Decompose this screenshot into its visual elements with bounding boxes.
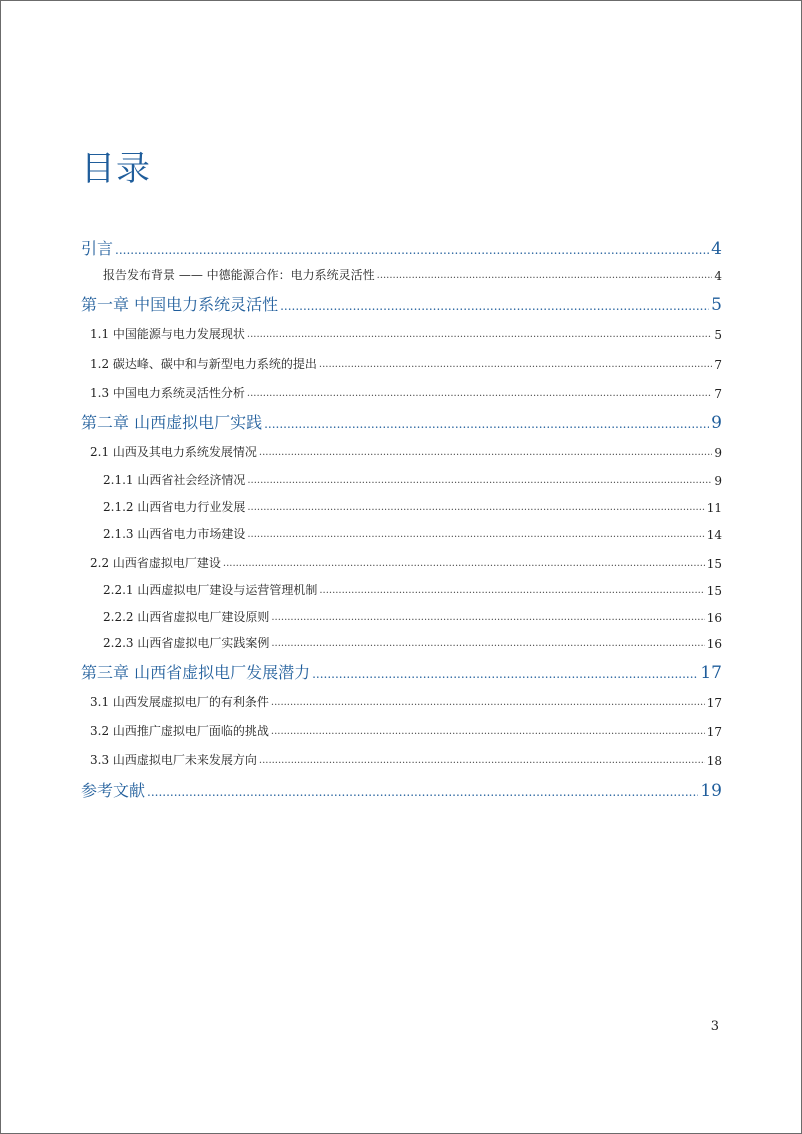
toc-entry-2-2[interactable] [90, 554, 722, 571]
toc-leader-dots [271, 698, 705, 710]
toc-entry-3-1[interactable] [90, 693, 722, 710]
toc-entry-label: 3.1 山西发展虚拟电厂的有利条件 [90, 695, 269, 709]
toc-entry-2-1-1[interactable] [103, 471, 722, 488]
toc-entry-page: 19 [700, 781, 722, 801]
toc-entry-page: 17 [706, 725, 722, 739]
toc-entry-label: 1.1 中国能源与电力发展现状 [90, 327, 245, 341]
toc-entry-page: 4 [714, 269, 722, 283]
toc-entry-1-3[interactable] [90, 384, 722, 401]
toc-entry-label: 1.2 碳达峰、碳中和与新型电力系统的提出 [90, 357, 317, 371]
toc-entry-intro[interactable] [81, 236, 722, 259]
toc-entry-label: 参考文献 [81, 781, 146, 800]
toc-entry-page: 17 [706, 696, 722, 710]
toc-entry-page: 16 [706, 611, 722, 625]
toc-entry-page: 11 [706, 501, 722, 515]
toc-entry-2-1[interactable] [90, 443, 722, 460]
toc-leader-dots [247, 330, 712, 342]
toc-entry-label: 2.1 山西及其电力系统发展情况 [90, 445, 257, 459]
toc-entry-background[interactable] [103, 266, 722, 283]
toc-entry-label: 2.2 山西省虚拟电厂建设 [90, 556, 221, 570]
toc-entry-page: 5 [714, 328, 722, 342]
toc-leader-dots [264, 418, 709, 433]
toc-leader-dots [247, 476, 712, 488]
toc-leader-dots [271, 613, 704, 625]
toc-entry-page: 9 [711, 413, 722, 433]
toc-leader-dots [280, 300, 709, 315]
toc-entry-2-1-2[interactable] [103, 498, 722, 515]
toc-leader-dots [271, 639, 704, 651]
toc-entry-page: 9 [714, 446, 722, 460]
toc-entry-chapter-1[interactable] [81, 292, 722, 315]
toc-entry-page: 15 [706, 584, 722, 598]
toc-entry-page: 15 [706, 557, 722, 571]
toc-entry-chapter-3[interactable] [81, 660, 722, 683]
page-number: 3 [710, 1019, 719, 1034]
toc-entry-page: 18 [706, 754, 722, 768]
toc-entry-label: 2.2.2 山西省虚拟电厂建设原则 [103, 610, 270, 624]
toc-entry-2-2-3[interactable] [103, 634, 722, 651]
toc-entry-label: 3.2 山西推广虚拟电厂面临的挑战 [90, 724, 269, 738]
toc-entry-page: 7 [714, 358, 722, 372]
toc-entry-1-1[interactable] [90, 325, 722, 342]
toc-leader-dots [259, 448, 712, 460]
toc-leader-dots [147, 786, 698, 801]
toc-entry-page: 4 [711, 239, 722, 259]
toc-entry-page: 17 [700, 663, 722, 683]
toc-entry-references[interactable] [81, 778, 722, 801]
toc-entry-3-3[interactable] [90, 751, 722, 768]
toc-leader-dots [247, 503, 704, 515]
toc-entry-page: 9 [714, 474, 722, 488]
toc-entry-page: 16 [706, 637, 722, 651]
toc-entry-label: 2.1.3 山西省电力市场建设 [103, 527, 246, 541]
toc-entry-2-1-3[interactable] [103, 525, 722, 542]
toc-leader-dots [115, 244, 709, 259]
toc-leader-dots [319, 586, 704, 598]
toc-leader-dots [271, 727, 705, 739]
toc-entry-label: 引言 [81, 239, 114, 258]
toc-leader-dots [223, 559, 705, 571]
toc-entry-page: 7 [714, 387, 722, 401]
toc-entry-label: 第二章 山西虚拟电厂实践 [81, 413, 263, 432]
toc-entry-label: 2.1.2 山西省电力行业发展 [103, 500, 246, 514]
toc-entry-label: 2.2.3 山西省虚拟电厂实践案例 [103, 636, 270, 650]
toc-entry-2-2-2[interactable] [103, 608, 722, 625]
toc-entry-2-2-1[interactable] [103, 581, 722, 598]
toc-entry-label: 1.3 中国电力系统灵活性分析 [90, 386, 245, 400]
toc-entry-page: 14 [706, 528, 722, 542]
toc-leader-dots [247, 530, 704, 542]
toc-entry-label: 第三章 山西省虚拟电厂发展潜力 [81, 663, 311, 682]
toc-leader-dots [312, 668, 698, 683]
toc-entry-label: 2.2.1 山西虚拟电厂建设与运营管理机制 [103, 583, 318, 597]
toc-entry-page: 5 [711, 295, 722, 315]
toc-entry-3-2[interactable] [90, 722, 722, 739]
toc-entry-1-2[interactable] [90, 355, 722, 372]
toc-title: 目录 [81, 149, 151, 189]
toc-leader-dots [247, 389, 712, 401]
toc-leader-dots [319, 360, 712, 372]
toc-leader-dots [259, 756, 705, 768]
toc-entry-label: 3.3 山西虚拟电厂未来发展方向 [90, 753, 257, 767]
toc-leader-dots [377, 271, 713, 283]
toc-entry-label: 2.1.1 山西省社会经济情况 [103, 473, 246, 487]
toc-entry-label: 报告发布背景 —— 中德能源合作：电力系统灵活性 [103, 268, 375, 282]
toc-entry-label: 第一章 中国电力系统灵活性 [81, 295, 279, 314]
toc-entry-chapter-2[interactable] [81, 410, 722, 433]
